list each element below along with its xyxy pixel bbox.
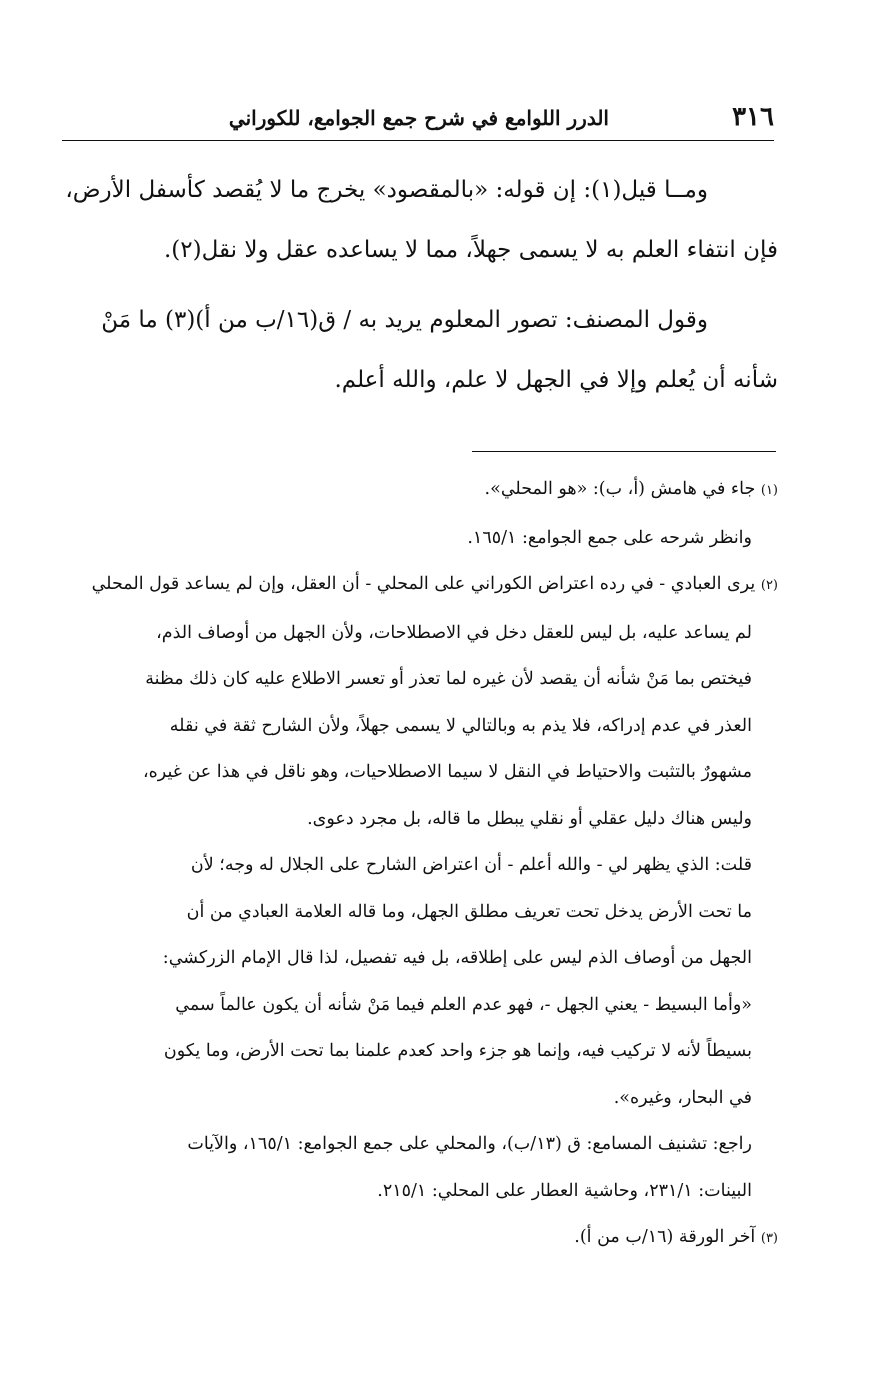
footnote-line: «وأما البسيط - يعني الجهل -، فهو عدم العلم فيما مَنْ شأنه أن يكون عالماً سمي [175, 994, 752, 1015]
footnote-number: (٣) [760, 1231, 778, 1246]
footnotes [60, 466, 778, 1263]
footnote-line: قلت: الذي يظهر لي - والله أعلم - أن اعتراض الشارح على الجلال له وجه؛ لأن [190, 855, 752, 875]
footnote-line: فيختص بما مَنْ شأنه أن يقصد لأن غيره لما تعذر أو تعسر الاطلاع عليه كان ذلك مظنة [145, 669, 752, 689]
footnote-text: جاء في هامش (أ، ب): «هو المحلي». [484, 479, 756, 499]
main-line-3: وقول المصنف: تصور المعلوم يريد به / ق(١٦/ب من أ)(٣) ما مَنْ [101, 307, 708, 333]
footnote-line: بسيطاً لأنه لا تركيب فيه، وإنما هو جزء واحد كعدم علمنا بما تحت الأرض، وما يكون [163, 1041, 752, 1061]
footnote-line: لم يساعد عليه، بل ليس للعقل دخل في الاصطلاحات، ولأن الجهل من أوصاف الذم، [156, 622, 752, 643]
footnote-line: الجهل من أوصاف الذم ليس على إطلاقه، بل فيه تفصيل، لذا قال الإمام الزركشي: [162, 948, 752, 968]
main-text [52, 160, 778, 410]
footnote-line: وانظر شرحه على جمع الجوامع: ١٦٥/١. [467, 527, 752, 548]
footnote-line: راجع: تشنيف المسامع: ق (١٣/ب)، والمحلي على جمع الجوامع: ١٦٥/١، والآيات [187, 1134, 752, 1154]
footnote-line: ما تحت الأرض يدخل تحت تعريف مطلق الجهل، وما قاله العلامة العبادي من أن [186, 901, 752, 922]
main-line-4: شأنه أن يُعلم وإلا في الجهل لا علم، والله أعلم. [334, 367, 778, 393]
footnote-line: العذر في عدم إدراكه، فلا يذم به وبالتالي لا يسمى جهلاً، ولأن الشارح ثقة في نقله [169, 715, 752, 736]
main-line-2: فإن انتفاء العلم به لا يسمى جهلاً، مما لا يساعده عقل ولا نقل(٢). [163, 237, 778, 263]
main-line-1: ومــا قيل(١): إن قوله: «بالمقصود» يخرج ما لا يُقصد كأسفل الأرض، [65, 177, 708, 203]
footnote-text: آخر الورقة (١٦/ب من أ). [574, 1227, 756, 1247]
page-number: ٣١٦ [732, 102, 774, 132]
footnote-line: البينات: ٢٣١/١، وحاشية العطار على المحلي: ٢١٥/١. [377, 1180, 752, 1201]
page-header [62, 100, 774, 141]
footnote-3 [60, 1214, 778, 1263]
footnote-line: وليس هناك دليل عقلي أو نقلي يبطل ما قاله، بل مجرد دعوى. [307, 808, 752, 829]
footnote-separator [472, 451, 776, 452]
footnote-number: (٢) [760, 578, 778, 593]
footnote-1 [60, 466, 778, 515]
footnote-line: مشهورٌ بالتثبت والاحتياط في النقل لا سيما الاصطلاحيات، وهو ناقل في هذا عن غيره، [142, 762, 752, 782]
footnote-text: يرى العبادي - في رده اعتراض الكوراني على المحلي - أن العقل، وإن لم يساعد قول المحلي [91, 574, 756, 594]
running-title: الدرر اللوامع في شرح جمع الجوامع، للكوراني [228, 106, 609, 130]
footnote-2 [60, 561, 778, 610]
footnote-line: في البحار، وغيره». [613, 1087, 752, 1108]
footnote-number: (١) [760, 483, 778, 498]
